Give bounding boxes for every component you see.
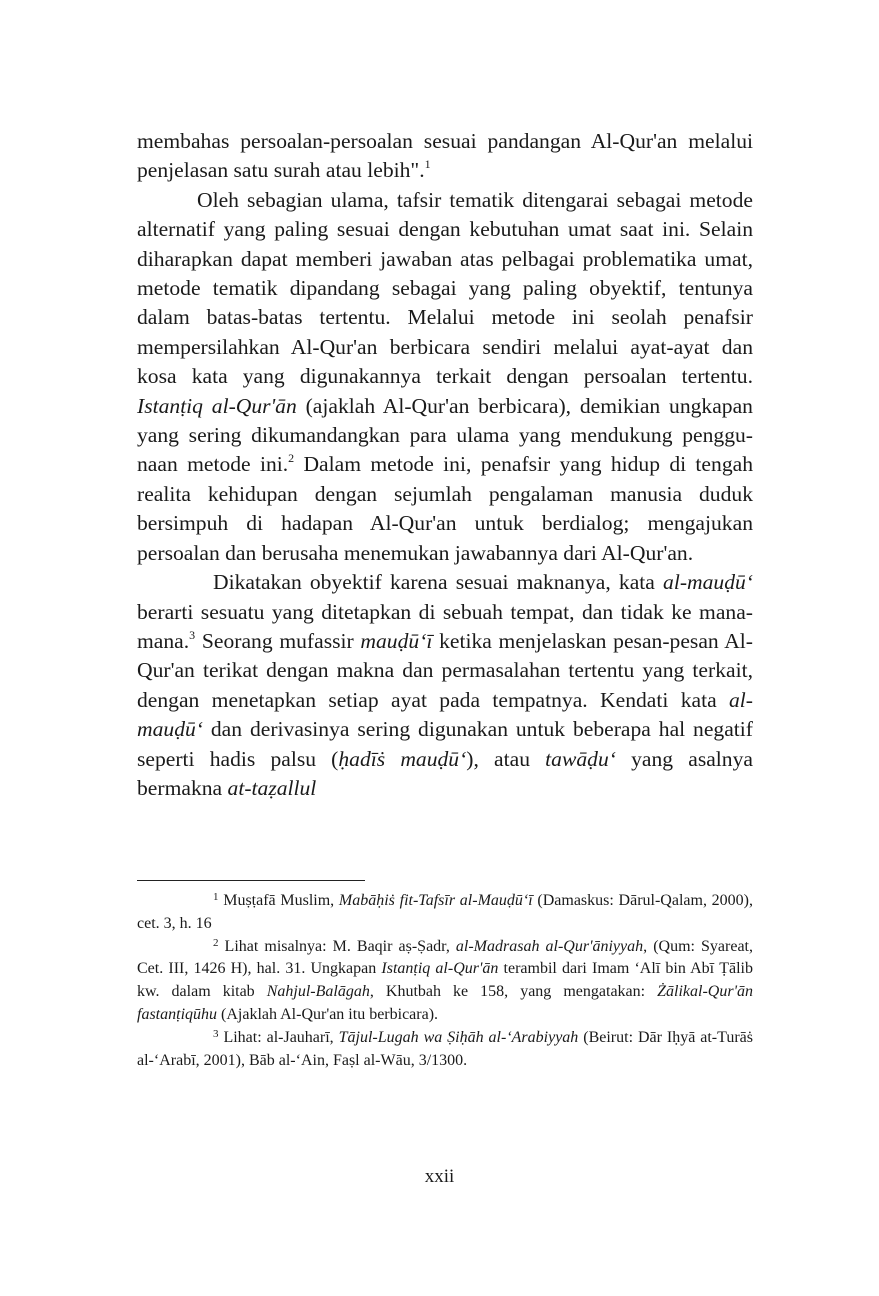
paragraph-1: membahas persoalan-persoalan sesuai pandangan Al-Qur'an melalui penjelasan satu surah atau lebih".$^1$ xyxy=(137,129,753,183)
italic-title: Mabāḥiṡ fit-Tafsīr al-Mauḍū‘ī xyxy=(338,892,533,909)
italic-title: Nahjul-Balāgah xyxy=(266,983,370,1001)
footnote-ref-1: 1 xyxy=(424,157,431,172)
page-number: xxii xyxy=(424,1166,455,1187)
italic-title: Tājul-Lugah wa Ṣiḥāh al-‘Arabiyyah xyxy=(338,1028,579,1046)
footnote-1: $^1$ Muṣṭafā Muslim, Mabāḥiṡ fit-Tafsīr al-Mauḍū‘ī (Damaskus: Dārul-Qalam, 2000), cet. 3, h. 16 xyxy=(137,891,754,932)
italic-term: tawāḍu‘ xyxy=(545,746,616,771)
footnote-number: 3 xyxy=(213,1027,219,1040)
paragraph-2: Oleh sebagian ulama, tafsir tematik ditengarai sebagai metode alternatif yang paling sesuai dengan kebutuhan umat saat ini. Selain diharapkan dapat memberi jawaban atas pelbagai problematika umat, metode tematik dipandang sebagai yang paling obyektif, tentunya dalam batas-batas tertentu. Melalui metode ini seolah penafsir mempersilahkan Al-Qur'an berbicara sendiri melalui ayat-ayat dan kosa kata yang digunakannya terkait dengan persoalan tertentu. Istanṭiq al-Qur'ān (ajaklah Al-Qur'an berbicara), demikian ungkapan yang sering dikumandangkan para ulama yang mendukung penggunaan metode ini.$^2$ Dalam metode ini, penafsir yang hidup di tengah realita kehidupan dengan sejumlah pengalaman manusia duduk bersimpuh di hadapan Al-Qur'an untuk berdialog; mengajukan persoalan dan berusaha menemukan jawabannya dari Al-Qur'an. xyxy=(137,187,753,565)
footnote-ref-2: 2 xyxy=(288,451,295,466)
italic-term: Żālikal-Qur'ān fastanṭiqūhu xyxy=(137,983,754,1023)
italic-title: al-Madrasah al-Qur'āniyyah xyxy=(455,937,644,955)
italic-term: ḥadīṡ mauḍū‘ xyxy=(338,746,467,771)
italic-term: al-mauḍū‘ xyxy=(137,687,753,742)
footnote-separator xyxy=(137,880,365,881)
italic-term: Istanṭiq al-Qur'ān xyxy=(137,393,297,418)
footnote-number: 2 xyxy=(213,936,219,949)
footnote-3: $^3$ Lihat: al-Jauharī, Tājul-Lugah wa Ṣiḥāh al-‘Arabiyyah (Beirut: Dār Iḥyā at-Turāṡ al-‘Arabī, 2001), Bāb al-‘Ain, Faṣl al-Wāu, 3/1300. xyxy=(137,1027,753,1069)
italic-term: al-mauḍū‘ xyxy=(663,570,753,595)
footnote-ref-3: 3 xyxy=(189,627,196,642)
italic-term: mauḍū‘ī xyxy=(360,628,433,653)
italic-term: Istanṭiq al-Qur'ān xyxy=(381,960,499,978)
footnotes xyxy=(137,890,753,1072)
footnote-number: 1 xyxy=(213,891,219,903)
paragraph-3: Dikatakan obyektif karena sesuai maknanya, kata al-mauḍū‘ berarti sesuatu yang ditetapkan di sebuah tempat, dan tidak ke mana-mana.$^3$ Seorang mufassir mauḍū‘ī ketika menjelaskan pesan-pesan Al-Qur'an terikat dengan makna dan permasalahan tertentu yang terkait, dengan menetapkan setiap ayat pada tempatnya. Kendati kata al-mauḍū‘ dan derivasinya sering digunakan untuk beberapa hal negatif seperti hadis palsu (ḥadīṡ mauḍū‘), atau tawāḍu‘ yang asalnya bermakna at-taẓallul xyxy=(137,570,753,800)
footnote-2: $^2$ Lihat misalnya: M. Baqir aṣ-Ṣadr, al-Madrasah al-Qur'āniyyah, (Qum: Syareat, Cet. III, 1426 H), hal. 31. Ungkapan Istanṭiq al-Qur'ān terambil dari Imam ‘Alī bin Abī Ṭālib kw. dalam kitab Nahjul-Balāgah, Khutbah ke 158, yang mengatakan: Żālikal-Qur'ān fastanṭiqūhu (Ajaklah Al-Qur'an itu berbicara). xyxy=(137,936,754,1023)
main-text xyxy=(137,127,753,803)
italic-term: at-taẓallul xyxy=(227,775,317,800)
